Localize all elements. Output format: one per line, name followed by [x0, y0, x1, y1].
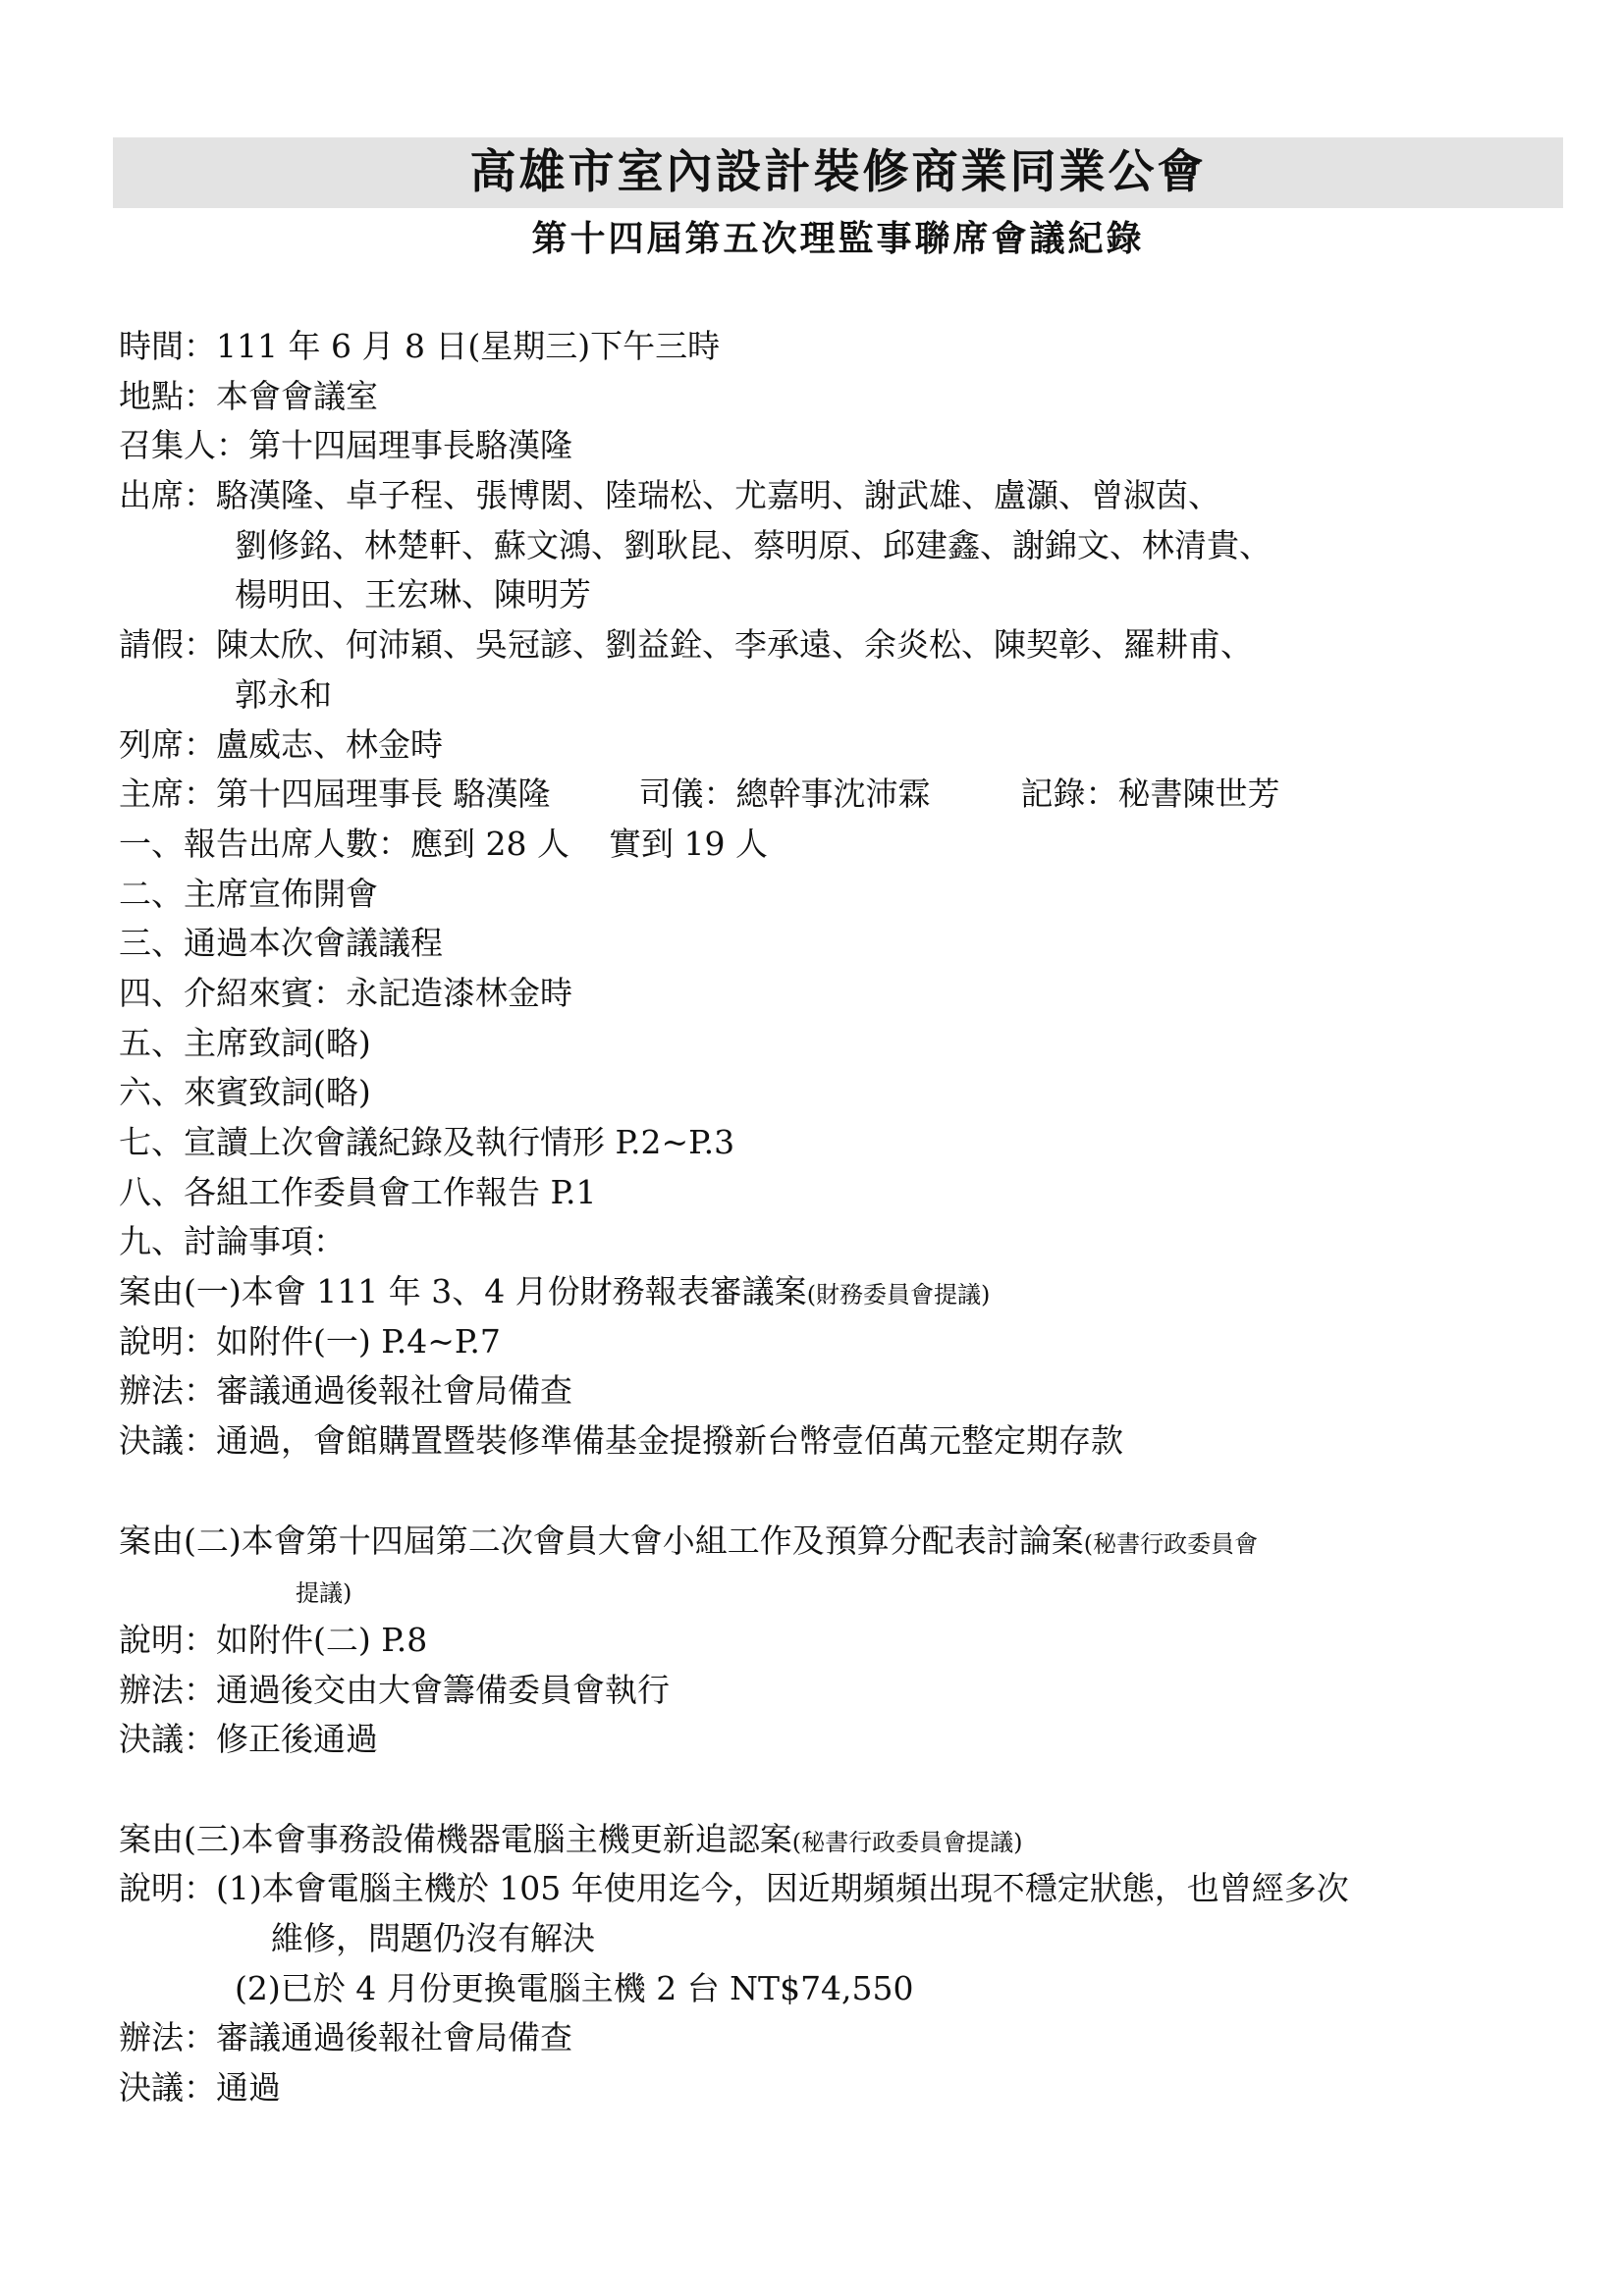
meeting-convener: 召集人：第十四屆理事長駱漢隆 [119, 426, 572, 465]
case-2-title [119, 1517, 1562, 1567]
meeting-place: 地點：本會會議室 [119, 376, 378, 415]
title-banner [113, 137, 1563, 208]
spacer [119, 1765, 1562, 1815]
case-2-proposer-cont [119, 1566, 1562, 1616]
agenda-item-8: 八、各組工作委員會工作報告 P.1 [119, 1172, 597, 1211]
case-3-explanation-2: 維修，問題仍沒有解決 [271, 1919, 595, 1957]
agenda-item-9: 九、討論事項： [119, 1222, 346, 1261]
case-1-title [119, 1267, 1562, 1317]
case-1-resolution: 決議：通過，會館購置暨裝修準備基金提撥新台幣壹佰萬元整定期存款 [119, 1421, 1123, 1461]
case-1-method: 辦法：審議通過後報社會局備查 [119, 1371, 572, 1411]
agenda-item-5: 五、主席致詞(略) [119, 1023, 371, 1062]
chairperson: 主席：第十四屆理事長 駱漢隆 [119, 774, 551, 814]
meeting-time: 時間：111 年 6 月 8 日(星期三)下午三時 [119, 327, 721, 365]
case-3-proposer: (秘書行政委員會提議) [791, 1828, 1023, 1856]
case-2-proposer: (秘書行政委員會 [1083, 1529, 1259, 1558]
leave-line-2: 郭永和 [235, 674, 332, 714]
recorder: 記錄：秘書陳世芳 [1020, 774, 1280, 814]
case-2-explanation: 說明：如附件(二) P.8 [119, 1620, 428, 1659]
spacer [119, 1467, 1562, 1517]
case-2-subject: 案由(二)本會第十四屆第二次會員大會小組工作及預算分配表討論案 [119, 1521, 1084, 1560]
document-subtitle: 第十四屆第五次理監事聯席會議紀錄 [531, 218, 1145, 259]
agenda-item-6: 六、來賓致詞(略) [119, 1073, 371, 1112]
attendance-actual: 實到 19 人 [608, 824, 768, 863]
leave-line-1: 請假：陳太欣、何沛穎、吳冠諺、劉益銓、李承遠、余炎松、陳契彰、羅耕甫、 [119, 625, 1253, 665]
case-1-proposer: (財務委員會提議) [806, 1281, 991, 1309]
agenda-item-3: 三、通過本次會議議程 [119, 924, 443, 963]
document-title: 高雄市室內設計裝修商業同業公會 [469, 145, 1207, 199]
case-3-title [119, 1815, 1562, 1865]
attendance-expected: 一、報告出席人數：應到 28 人 [119, 824, 569, 863]
case-1-subject: 案由(一)本會 111 年 3、4 月份財務報表審議案 [119, 1272, 807, 1311]
minutes-body [119, 322, 1562, 2113]
agenda-item-1 [119, 820, 1562, 870]
attendees-line-1: 出席：駱漢隆、卓子程、張博閎、陸瑞松、尤嘉明、謝武雄、盧灝、曾淑茵、 [119, 476, 1220, 515]
case-3-method: 辦法：審議通過後報社會局備查 [119, 2018, 572, 2057]
case-3-subject: 案由(三)本會事務設備機器電腦主機更新追認案 [119, 1819, 792, 1858]
case-2-resolution: 決議：修正後通過 [119, 1720, 378, 1759]
master-of-ceremonies: 司儀：總幹事沈沛霖 [638, 774, 931, 814]
attendees-line-3: 楊明田、王宏琳、陳明芳 [235, 575, 591, 614]
case-3-explanation-3: (2)已於 4 月份更換電腦主機 2 台 NT$74,550 [235, 1968, 914, 2007]
case-2-method: 辦法：通過後交由大會籌備委員會執行 [119, 1670, 670, 1709]
case-3-resolution: 決議：通過 [119, 2068, 281, 2108]
case-2-proposer-tail: 提議) [296, 1579, 352, 1608]
officials-line [119, 770, 1562, 820]
case-1-explanation: 說明：如附件(一) P.4~P.7 [119, 1321, 501, 1361]
agenda-item-2: 二、主席宣佈開會 [119, 874, 378, 913]
observers: 列席：盧威志、林金時 [119, 724, 443, 764]
attendees-line-2: 劉修銘、林楚軒、蘇文鴻、劉耿昆、蔡明原、邱建鑫、謝錦文、林清貴、 [235, 525, 1272, 564]
agenda-item-4: 四、介紹來賓：永記造漆林金時 [119, 973, 572, 1012]
case-3-explanation-1: 說明：(1)本會電腦主機於 105 年使用迄今，因近期頻頻出現不穩定狀態，也曾經多次 [119, 1869, 1349, 1908]
agenda-item-7: 七、宣讀上次會議紀錄及執行情形 P.2~P.3 [119, 1123, 735, 1161]
